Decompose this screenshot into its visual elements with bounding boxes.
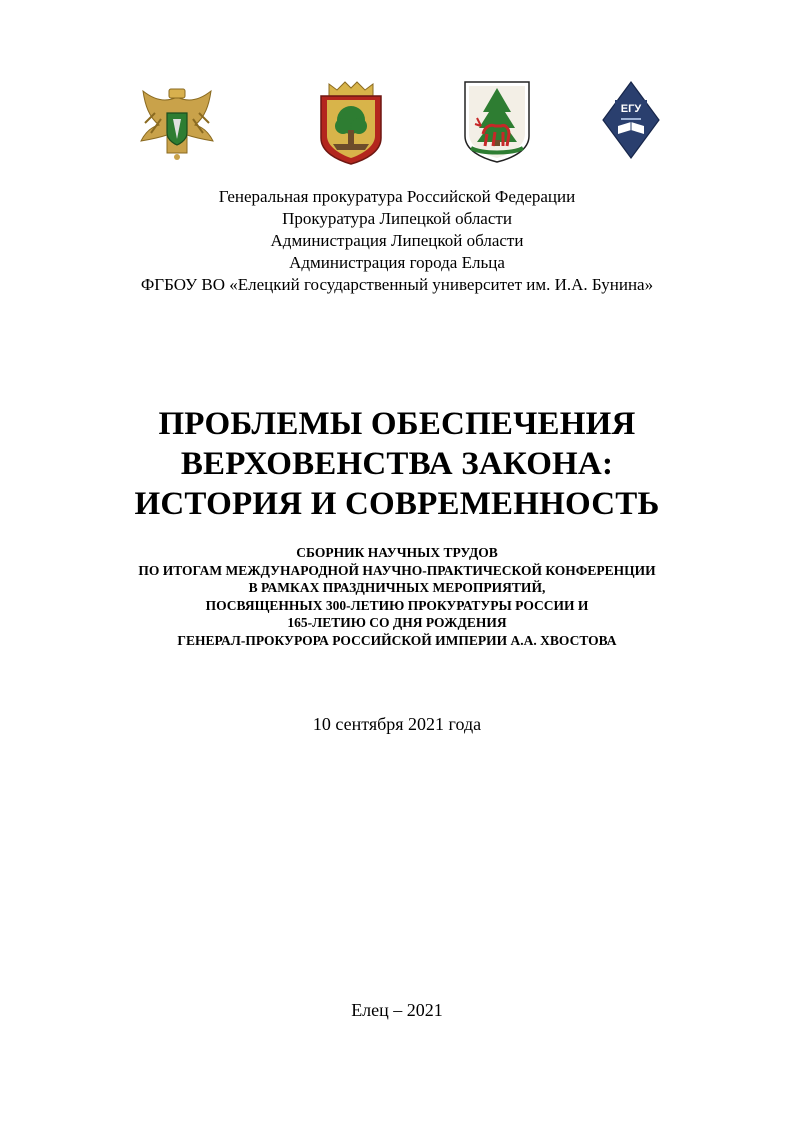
organization-line: Генеральная прокуратура Российской Федерации — [218, 187, 576, 206]
title-line: ИСТОРИЯ И СОВРЕМЕННОСТЬ — [134, 486, 660, 522]
prosecutor-eagle-emblem-icon — [135, 83, 219, 163]
organization-line: Администрация Липецкой области — [270, 231, 524, 250]
subtitle-line: В РАМКАХ ПРАЗДНИЧНЫХ МЕРОПРИЯТИЙ, — [248, 580, 546, 595]
egu-university-logo-icon — [601, 80, 661, 160]
organization-line: ФГБОУ ВО «Елецкий государственный университет им. И.А. Бунина» — [140, 275, 654, 294]
subtitle-line: 165-ЛЕТИЮ СО ДНЯ РОЖДЕНИЯ — [287, 615, 507, 630]
elets-city-coat-of-arms-icon — [461, 80, 533, 164]
organization-line: Прокуратура Липецкой области — [282, 209, 512, 228]
organizations-block — [0, 186, 794, 296]
logo-row — [0, 78, 794, 168]
subtitle-line: ПО ИТОГАМ МЕЖДУНАРОДНОЙ НАУЧНО-ПРАКТИЧЕСКОЙ КОНФЕРЕНЦИИ — [138, 562, 656, 578]
publication-place-year: Елец – 2021 — [351, 1000, 443, 1020]
title-line: ВЕРХОВЕНСТВА ЗАКОНА: — [180, 446, 614, 482]
subtitle-line: СБОРНИК НАУЧНЫХ ТРУДОВ — [296, 545, 498, 560]
subtitle-line: ПОСВЯЩЕННЫХ 300-ЛЕТИЮ ПРОКУРАТУРЫ РОССИИ И — [205, 597, 589, 613]
document-title — [0, 404, 794, 524]
conference-date: 10 сентября 2021 года — [312, 714, 482, 734]
organization-line: Администрация города Ельца — [289, 253, 505, 272]
egu-logo-text: ЕГУ — [620, 103, 642, 115]
lipetsk-oblast-coat-of-arms-icon — [315, 80, 387, 166]
subtitle-line: ГЕНЕРАЛ-ПРОКУРОРА РОССИЙСКОЙ ИМПЕРИИ А.А. ХВОСТОВА — [177, 632, 617, 648]
document-subtitle — [0, 544, 794, 649]
title-line: ПРОБЛЕМЫ ОБЕСПЕЧЕНИЯ — [158, 406, 636, 442]
